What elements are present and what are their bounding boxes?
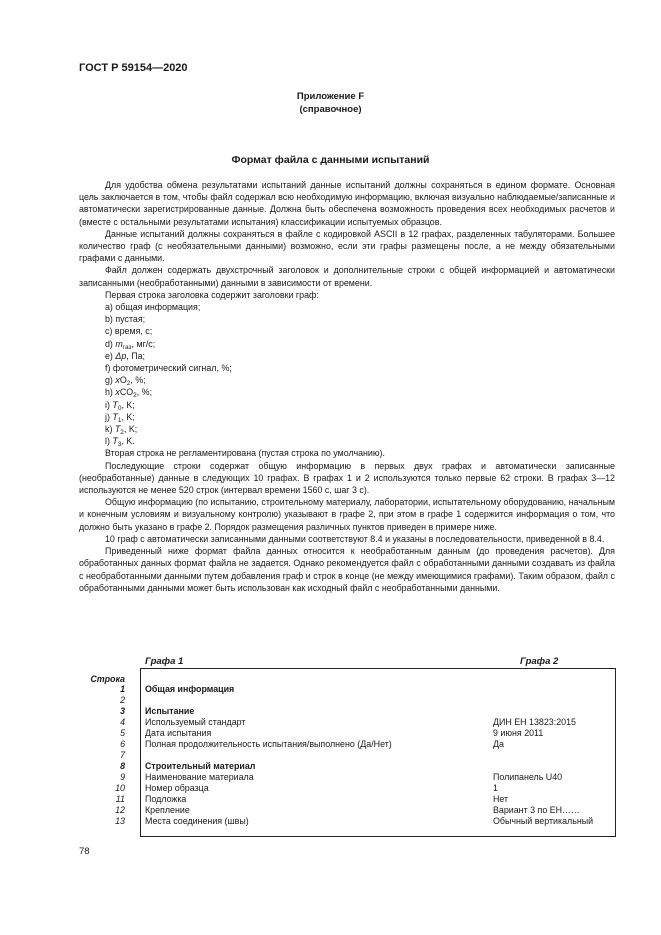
- page-number: 78: [79, 846, 90, 857]
- cell-column-2: ДИН ЕН 13823:2015: [493, 717, 576, 727]
- row-number: 7: [120, 750, 125, 760]
- list-item: k) $T_2$, K;: [105, 424, 138, 437]
- row-number: 9: [120, 772, 125, 782]
- table-row: [79, 805, 615, 816]
- row-label: Строка: [90, 674, 125, 684]
- table-row: [79, 706, 615, 717]
- list-item: е) Δp, Па;: [105, 350, 145, 361]
- table-row: [79, 728, 615, 739]
- cell-column-1: Места соединения (швы): [145, 816, 249, 826]
- cell-column-1: Подложка: [145, 794, 187, 804]
- cell-column-2: Полипанель U40: [493, 772, 563, 782]
- list-item: d) $m_{газ}$, мг/с;: [105, 338, 156, 351]
- cell-column-1: Крепление: [145, 805, 190, 815]
- list-item: j) $T_1$, K;: [105, 411, 135, 424]
- section-title: Формат файла с данными испытаний: [231, 154, 430, 166]
- table-row: [79, 772, 615, 783]
- paragraph: Файл должен содержать двухстрочный заголовок и дополнительные строки с общей информацией и автоматически записанными (необработанными) данными в зависимости от времени.: [79, 265, 615, 288]
- list-item: i) $T_0$, K;: [105, 399, 135, 412]
- table-row: [79, 695, 615, 706]
- table-row: [79, 684, 615, 695]
- row-number: 5: [120, 728, 125, 738]
- cell-column-2: 1: [493, 783, 498, 793]
- row-number: 10: [115, 783, 125, 793]
- paragraph: Приведенный ниже формат файла данных относится к необработанным данным (до проведения расчетов). Для обработанных данных формат файла не задается. Однако рекомендуется файл с обработанными данными создавать из файла с необработанными данными путем добавления граф и строк в конце (не между имеющимися графами). Таким образом, файл с обработанными данными может быть использован как исходный файл с необработанными данными.: [79, 546, 615, 593]
- cell-column-1: Наименование материала: [145, 772, 254, 782]
- cell-column-2: Обычный вертикальный: [493, 816, 594, 826]
- table-row: [79, 750, 615, 761]
- annex-title: Приложение F: [296, 91, 365, 102]
- paragraph: Вторая строка не регламентирована (пустая строка по умолчанию).: [105, 448, 385, 459]
- row-number: 13: [115, 816, 125, 826]
- paragraph: Данные испытаний должны сохраняться в файле с кодировкой ASCII в 12 графах, разделенных табуляторами. Большее количество граф (с необязательными данными) возможно, если эти графы размещены после, а не между обязательными графами с данными.: [79, 228, 615, 264]
- table-row: [79, 739, 615, 750]
- row-number: 12: [115, 805, 125, 815]
- row-number: 2: [120, 695, 125, 705]
- list-item: h) xCO$_2$, %;: [105, 387, 153, 400]
- row-number: 3: [120, 706, 125, 716]
- table-row: [79, 794, 615, 805]
- list-item: f) фотометрический сигнал, %;: [105, 363, 232, 374]
- row-number: 1: [120, 684, 125, 694]
- row-number: 11: [115, 794, 125, 804]
- row-number: 4: [120, 717, 125, 727]
- table-row: [79, 717, 615, 728]
- cell-column-1: Общая информация: [145, 684, 235, 694]
- list-item: l) $T_3$, K.: [105, 436, 135, 449]
- row-number: 8: [120, 761, 125, 771]
- cell-column-2: Да: [493, 739, 504, 749]
- paragraph: Последующие строки содержат общую информацию в первых двух графах и автоматически записанные (необработанные) данные в следующих 10 графах. В графах 1 и 2 используются только первые 62 строки. В графах 3—12 используются не менее 520 строк (интервал времени 1560 с, шаг 3 с).: [79, 460, 615, 496]
- annex-heading: [0, 91, 661, 116]
- column-header-1: Графа 1: [145, 656, 184, 667]
- cell-column-1: Полная продолжительность испытания/выполнено (Да/Нет): [145, 739, 392, 749]
- cell-column-1: Дата испытания: [145, 728, 212, 738]
- cell-column-1: Испытание: [145, 706, 195, 716]
- cell-column-2: 9 июня 2011: [493, 728, 544, 738]
- annex-subtitle: (справочное): [299, 103, 362, 115]
- cell-column-2: Нет: [493, 794, 509, 804]
- standard-header: ГОСТ Р 59154—2020: [79, 62, 188, 74]
- list-item: g) $xO_2$, %;: [105, 375, 146, 388]
- table-row: [79, 783, 615, 794]
- cell-column-1: Используемый стандарт: [145, 717, 246, 727]
- body-text: [79, 179, 615, 594]
- list-item: а) общая информация;: [105, 302, 201, 313]
- column-header-2: Графа 2: [520, 656, 559, 667]
- list-item: b) пустая;: [105, 314, 146, 325]
- cell-column-1: Строительный материал: [145, 761, 256, 771]
- paragraph: 10 граф с автоматически записанными данными соответствуют 8.4 и указаны в последовательности, приведенной в 8.4.: [105, 533, 605, 544]
- table-row: [79, 761, 615, 772]
- cell-column-2: Вариант 3 по ЕН……: [493, 805, 580, 815]
- row-number: 6: [120, 739, 125, 749]
- cell-column-1: Номер образца: [145, 783, 209, 793]
- paragraph: Первая строка заголовка содержит заголовки граф:: [105, 289, 319, 300]
- paragraph: Для удобства обмена результатами испытаний данные испытаний должны сохраняться в едином формате. Основная цель заключается в том, чтобы файл содержал всю необходимую информацию, включая визуально наблюдаемые/записанные и автоматически зарегистрированные данные. Должна быть обеспечена возможность проведения всех необходимых расчетов и (вместе с остальными результатами испытания) классификации испытуемых образцов.: [79, 180, 615, 227]
- table-row: [79, 816, 615, 827]
- paragraph: Общую информацию (по испытанию, строительному материалу, лаборатории, испытательному оборудованию, начальным и конечным условиям и визуальному контролю) указывают в графе 2, при этом в графе 1 содержится информация о том, что должно быть указано в графе 2. Порядок размещения различных пунктов приведен в примере ниже.: [79, 497, 615, 532]
- list-item: с) время, с;: [105, 326, 153, 337]
